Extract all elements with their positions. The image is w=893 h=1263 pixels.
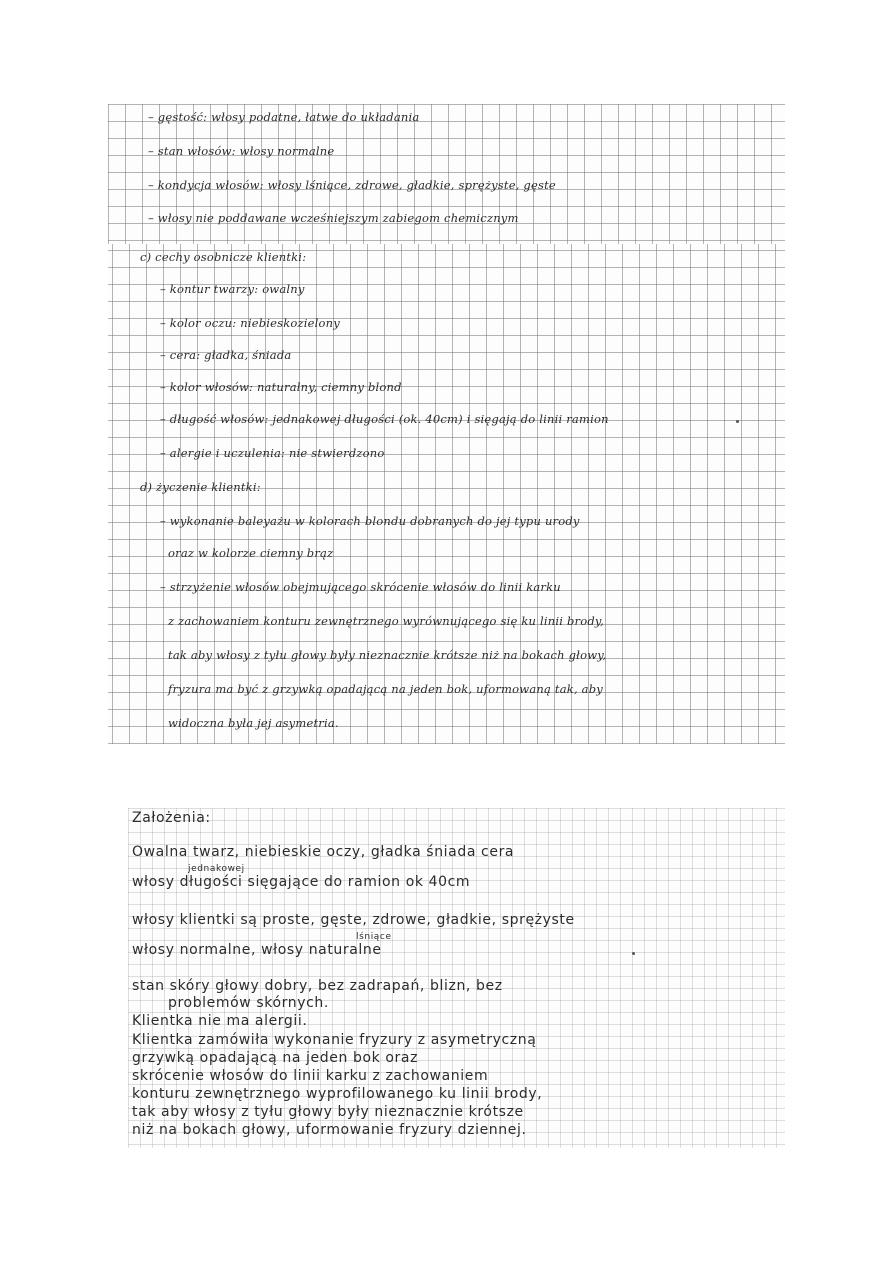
text-line: niż na bokach głowy, uformowanie fryzury dziennej. xyxy=(132,1122,527,1138)
section-heading: Założenia: xyxy=(132,810,211,826)
notebook-page-top xyxy=(108,104,785,244)
text-line: – alergie i uczulenia: nie stwierdzono xyxy=(160,446,385,460)
text-line: – strzyżenie włosów obejmującego skrócenie włosów do linii karku xyxy=(160,580,561,594)
text-line: włosy normalne, włosy naturalne xyxy=(132,942,382,958)
text-line: konturu zewnętrznego wyprofilowanego ku linii brody, xyxy=(132,1086,543,1102)
text-insertion: lśniące xyxy=(356,932,392,942)
text-line: – kondycja włosów: włosy lśniące, zdrowe, gładkie, sprężyste, gęste xyxy=(148,178,556,192)
section-heading: d) życzenie klientki: xyxy=(140,480,261,494)
text-line: fryzura ma być z grzywką opadającą na jeden bok, uformowaną tak, aby xyxy=(168,682,603,696)
text-line: grzywką opadającą na jeden bok oraz xyxy=(132,1050,419,1066)
text-line: – długość włosów: jednakowej długości (ok. 40cm) i sięgają do linii ramion xyxy=(160,412,609,426)
text-line: oraz w kolorze ciemny brąz xyxy=(168,546,334,560)
ink-dot xyxy=(736,420,739,423)
text-line: z zachowaniem konturu zewnętrznego wyrównującego się ku linii brody, xyxy=(168,614,604,628)
text-line: problemów skórnych. xyxy=(168,995,329,1011)
notebook-page-middle xyxy=(108,244,785,744)
text-line: – włosy nie poddawane wcześniejszym zabiegom chemicznym xyxy=(148,211,519,225)
text-line: Klientka nie ma alergii. xyxy=(132,1013,308,1029)
text-line: – kolor oczu: niebieskozielony xyxy=(160,316,340,330)
notebook-page-bottom xyxy=(128,808,785,1148)
text-line: tak aby włosy z tyłu głowy były nieznacznie krótsze xyxy=(132,1104,524,1120)
text-line: włosy długości sięgające do ramion ok 40cm xyxy=(132,874,471,890)
text-line: skrócenie włosów do linii karku z zachowaniem xyxy=(132,1068,489,1084)
text-line: – kolor włosów: naturalny, ciemny blond xyxy=(160,380,402,394)
text-line: Owalna twarz, niebieskie oczy, gładka śniada cera xyxy=(132,844,515,860)
text-line: – gęstość: włosy podatne, łatwe do układania xyxy=(148,110,420,124)
section-heading: c) cechy osobnicze klientki: xyxy=(140,250,307,264)
ink-dot xyxy=(632,952,635,955)
text-line: – stan włosów: włosy normalne xyxy=(148,144,335,158)
text-line: stan skóry głowy dobry, bez zadrapań, blizn, bez xyxy=(132,978,503,994)
text-insertion: jednakowej xyxy=(188,864,245,874)
text-line: tak aby włosy z tyłu głowy były nieznacznie krótsze niż na bokach głowy, xyxy=(168,648,607,662)
text-line: – kontur twarzy: owalny xyxy=(160,282,305,296)
text-line: – cera: gładka, śniada xyxy=(160,348,292,362)
text-line: włosy klientki są proste, gęste, zdrowe, gładkie, sprężyste xyxy=(132,912,575,928)
text-line: widoczna była jej asymetria. xyxy=(168,716,339,730)
text-line: Klientka zamówiła wykonanie fryzury z asymetryczną xyxy=(132,1032,537,1048)
text-line: – wykonanie baleyażu w kolorach blondu dobranych do jej typu urody xyxy=(160,514,580,528)
